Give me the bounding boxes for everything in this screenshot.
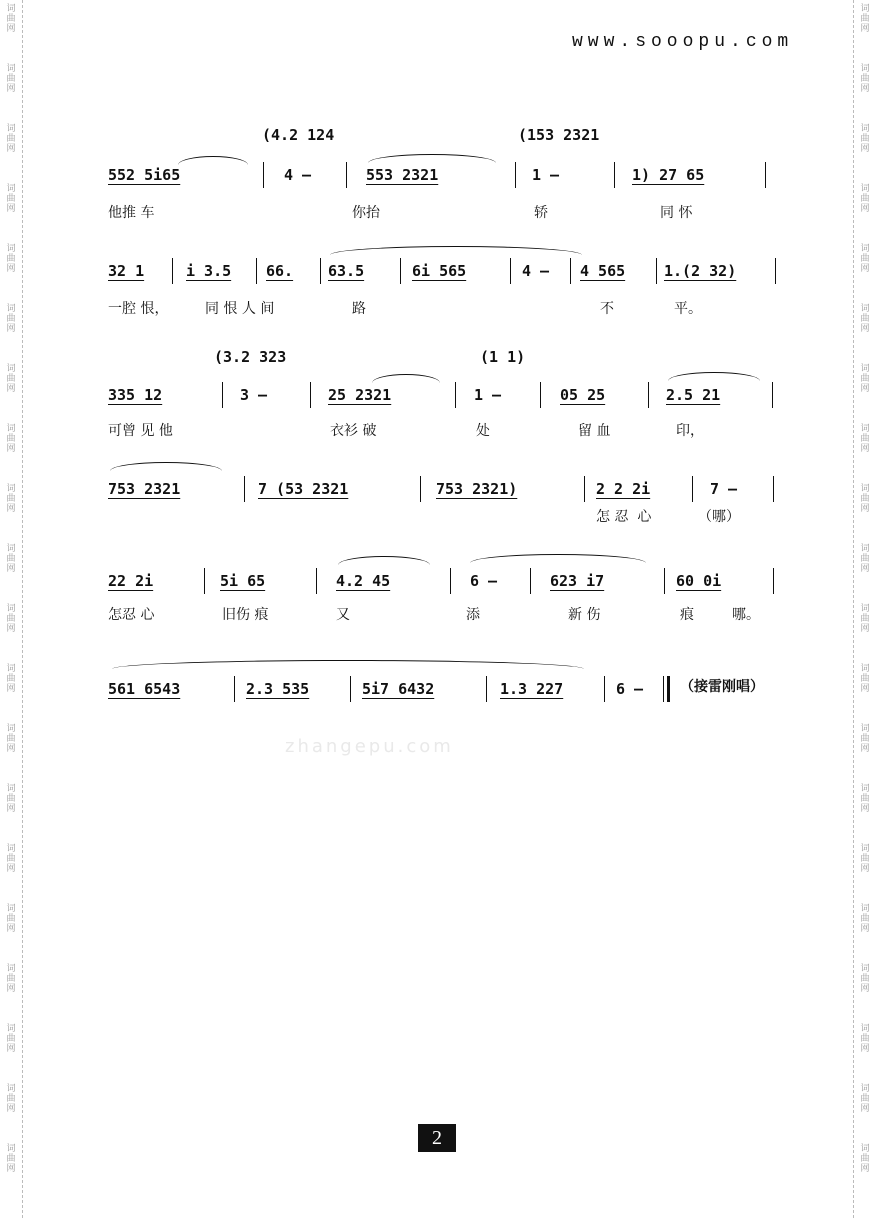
note-group: 63.5 xyxy=(328,262,365,280)
note-group: 553 2321 xyxy=(366,166,439,184)
note-group: 753 2321 xyxy=(108,480,181,498)
barline xyxy=(765,162,766,188)
barline xyxy=(772,382,773,408)
note-group: 7 — xyxy=(710,480,738,498)
barline xyxy=(656,258,657,284)
note-group: 552 5i65 xyxy=(108,166,181,184)
slur xyxy=(330,246,582,255)
barline xyxy=(663,676,664,702)
margin-stamp: 词曲网 xyxy=(6,664,16,694)
barline xyxy=(692,476,693,502)
lyric: 怎忍 心 xyxy=(108,607,155,623)
barline xyxy=(540,382,541,408)
margin-stamp: 词曲网 xyxy=(860,484,870,514)
margin-stamp: 词曲网 xyxy=(6,844,16,874)
margin-stamp: 词曲网 xyxy=(6,124,16,154)
margin-stamp: 词曲网 xyxy=(6,784,16,814)
note-group: 05 25 xyxy=(560,386,606,404)
slur xyxy=(470,554,646,563)
note-group: 32 1 xyxy=(108,262,145,280)
intro-notation: (3.2 323 xyxy=(214,348,287,366)
barline xyxy=(310,382,311,408)
margin-stamp: 词曲网 xyxy=(860,184,870,214)
note-group: 3 — xyxy=(240,386,268,404)
margin-stamp: 词曲网 xyxy=(860,604,870,634)
barline xyxy=(773,476,774,502)
barline xyxy=(664,568,665,594)
barline xyxy=(510,258,511,284)
closing-note: （接雷刚唱） xyxy=(680,679,764,695)
lyric: 处 xyxy=(476,423,490,439)
slur xyxy=(178,156,248,165)
barline xyxy=(773,568,774,594)
lyric: 平。 xyxy=(674,301,702,317)
barline xyxy=(515,162,516,188)
barline xyxy=(172,258,173,284)
note-group: 623 i7 xyxy=(550,572,605,590)
margin-stamp: 词曲网 xyxy=(6,604,16,634)
note-group: 4.2 45 xyxy=(336,572,391,590)
page-number: 2 xyxy=(418,1124,456,1152)
barline xyxy=(775,258,776,284)
note-group: 1.(2 32) xyxy=(664,262,737,280)
note-group: 2.3 535 xyxy=(246,680,310,698)
margin-stamp: 词曲网 xyxy=(6,1084,16,1114)
note-group: 1 — xyxy=(474,386,502,404)
lyric: 轿 xyxy=(534,205,548,221)
margin-stamp: 词曲网 xyxy=(6,244,16,274)
slur xyxy=(668,372,760,381)
note-group: 25 2321 xyxy=(328,386,392,404)
margin-stamp: 词曲网 xyxy=(860,784,870,814)
lyric: 怎 忍 心 xyxy=(596,509,652,525)
margin-stamp: 词曲网 xyxy=(6,424,16,454)
lyric: 衣衫 破 xyxy=(330,423,377,439)
margin-stamp: 词曲网 xyxy=(860,664,870,694)
margin-stamp: 词曲网 xyxy=(860,364,870,394)
intro-notation: (1 1) xyxy=(480,348,526,366)
margin-stamp: 词曲网 xyxy=(860,424,870,454)
lyric: 路 xyxy=(352,301,366,317)
margin-stamp: 词曲网 xyxy=(860,904,870,934)
barline xyxy=(486,676,487,702)
note-group: 4 565 xyxy=(580,262,626,280)
margin-stamp: 词曲网 xyxy=(6,544,16,574)
note-group: 60 0i xyxy=(676,572,722,590)
note-group: 4 — xyxy=(522,262,550,280)
slur xyxy=(110,462,222,471)
margin-stamp: 词曲网 xyxy=(860,64,870,94)
note-group: 2 2 2i xyxy=(596,480,651,498)
barline xyxy=(450,568,451,594)
margin-stamp: 词曲网 xyxy=(6,184,16,214)
barline xyxy=(263,162,264,188)
barline xyxy=(244,476,245,502)
barline xyxy=(400,258,401,284)
margin-stamp: 词曲网 xyxy=(6,364,16,394)
lyric: 一腔 恨， xyxy=(108,301,169,317)
margin-stamp: 词曲网 xyxy=(6,904,16,934)
margin-stamp: 词曲网 xyxy=(860,304,870,334)
barline xyxy=(204,568,205,594)
right-margin-stamps xyxy=(853,0,876,1218)
barline xyxy=(530,568,531,594)
note-group: 66. xyxy=(266,262,294,280)
barline xyxy=(320,258,321,284)
note-group: 1) 27 65 xyxy=(632,166,705,184)
note-group: 561 6543 xyxy=(108,680,181,698)
note-group: 4 — xyxy=(284,166,312,184)
final-barline xyxy=(667,676,670,702)
margin-stamp: 词曲网 xyxy=(6,1144,16,1174)
lyric: 又 xyxy=(336,607,350,623)
margin-stamp: 词曲网 xyxy=(860,544,870,574)
intro-notation: (4.2 124 xyxy=(262,126,335,144)
slur xyxy=(372,374,440,383)
margin-stamp: 词曲网 xyxy=(860,1144,870,1174)
lyric: 可曾 见 他 xyxy=(108,423,173,439)
margin-stamp: 词曲网 xyxy=(6,64,16,94)
lyric: 痕 xyxy=(680,607,694,623)
lyric: 同 恨 人 间 xyxy=(205,301,275,317)
barline xyxy=(346,162,347,188)
margin-stamp: 词曲网 xyxy=(6,724,16,754)
margin-stamp: 词曲网 xyxy=(860,124,870,154)
barline xyxy=(234,676,235,702)
lyric: 添 xyxy=(466,607,480,623)
note-group: 1 — xyxy=(532,166,560,184)
margin-stamp: 词曲网 xyxy=(6,304,16,334)
lyric: 同 怀 xyxy=(660,205,693,221)
margin-stamp: 词曲网 xyxy=(860,724,870,754)
intro-notation: (153 2321 xyxy=(518,126,600,144)
lyric: 留 血 xyxy=(578,423,611,439)
slur xyxy=(368,154,496,163)
site-url: www.sooopu.com xyxy=(572,32,794,52)
lyric: 不 xyxy=(600,301,614,317)
note-group: 1.3 227 xyxy=(500,680,564,698)
lyric: 新 伤 xyxy=(568,607,601,623)
lyric: 你抬 xyxy=(352,205,380,221)
lyric: 印， xyxy=(676,423,704,439)
margin-stamp: 词曲网 xyxy=(860,244,870,274)
note-group: 6 — xyxy=(470,572,498,590)
watermark: zhangepu.com xyxy=(285,736,454,757)
margin-stamp: 词曲网 xyxy=(6,964,16,994)
margin-stamp: 词曲网 xyxy=(860,4,870,34)
margin-stamp: 词曲网 xyxy=(860,1084,870,1114)
slur xyxy=(338,556,430,565)
margin-stamp: 词曲网 xyxy=(6,484,16,514)
note-group: 2.5 21 xyxy=(666,386,721,404)
barline xyxy=(584,476,585,502)
lyric: 哪。 xyxy=(732,607,760,623)
note-group: 6i 565 xyxy=(412,262,467,280)
lyric: 他推 车 xyxy=(108,205,155,221)
note-group: 7 (53 2321 xyxy=(258,480,349,498)
lyric: 旧伤 痕 xyxy=(222,607,269,623)
barline xyxy=(604,676,605,702)
note-group: 753 2321) xyxy=(436,480,518,498)
note-group: 5i7 6432 xyxy=(362,680,435,698)
barline xyxy=(648,382,649,408)
margin-stamp: 词曲网 xyxy=(6,4,16,34)
note-group: 6 — xyxy=(616,680,644,698)
slur xyxy=(112,660,584,669)
note-group: 335 12 xyxy=(108,386,163,404)
barline xyxy=(256,258,257,284)
margin-stamp: 词曲网 xyxy=(860,1024,870,1054)
note-group: 5i 65 xyxy=(220,572,266,590)
left-margin-stamps xyxy=(0,0,23,1218)
lyric: （哪） xyxy=(698,509,740,525)
note-group: i 3.5 xyxy=(186,262,232,280)
note-group: 22 2i xyxy=(108,572,154,590)
barline xyxy=(455,382,456,408)
margin-stamp: 词曲网 xyxy=(860,964,870,994)
margin-stamp: 词曲网 xyxy=(6,1024,16,1054)
barline xyxy=(316,568,317,594)
barline xyxy=(420,476,421,502)
barline xyxy=(570,258,571,284)
barline xyxy=(222,382,223,408)
barline xyxy=(350,676,351,702)
barline xyxy=(614,162,615,188)
margin-stamp: 词曲网 xyxy=(860,844,870,874)
